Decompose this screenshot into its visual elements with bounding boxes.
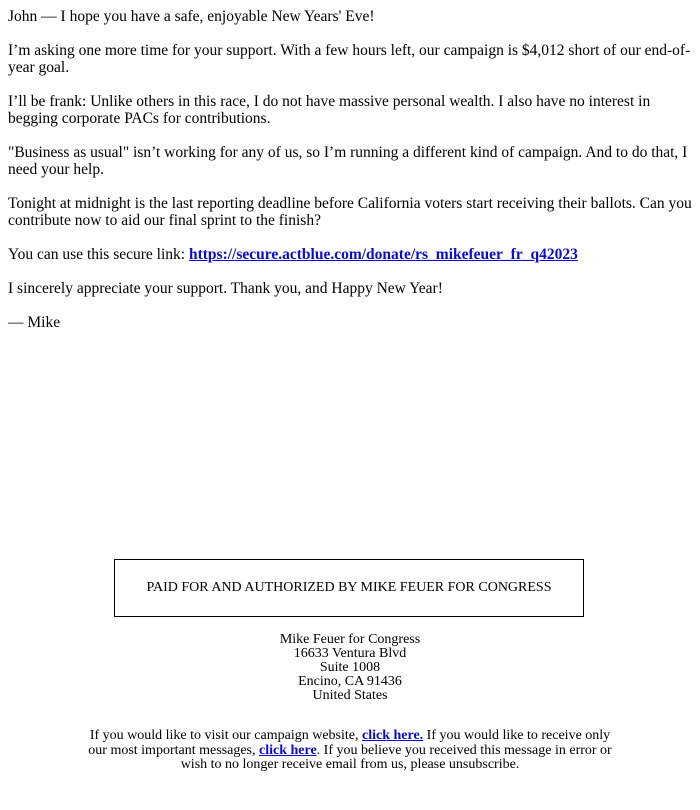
address-name: Mike Feuer for Congress — [279, 632, 421, 647]
greeting: John — I hope you have a safe, enjoyable New Years' Eve! — [8, 8, 375, 25]
address-city: Encino, CA 91436 — [298, 674, 402, 689]
campaign-website-link[interactable]: click here. — [362, 728, 424, 743]
important-messages-link[interactable]: click here — [258, 742, 317, 758]
paragraph-wealth: I’ll be frank: Unlike others in this race, I do not have massive personal wealth. I also have no interest in begging corporate PACs for contributions. — [8, 93, 651, 127]
signature: — Mike — [8, 314, 61, 331]
paragraph-goal: I’m asking one more time for your support. With a few hours left, our campaign is $4,012 short of our end-of-year goal. — [8, 42, 691, 76]
footer-text-messages: If you would like to receive only our most important messages, — [88, 728, 611, 758]
paid-for-disclaimer: PAID FOR AND AUTHORIZED BY MIKE FEUER FOR CONGRESS — [114, 559, 584, 617]
donate-link[interactable]: https://secure.actblue.com/donate/rs_mikefeuer_fr_q42023 — [188, 246, 578, 263]
link-intro: You can use this secure link: — [8, 246, 189, 263]
footer-text-unsubscribe: . If you believe you received this message in error or wish to no longer receive email from us, please unsubscribe. — [180, 742, 612, 772]
closing: I sincerely appreciate your support. Thank you, and Happy New Year! — [8, 280, 443, 297]
address-country: United States — [312, 688, 388, 703]
footer-text-website: If you would like to visit our campaign website, — [89, 728, 362, 743]
mailing-address — [0, 633, 700, 703]
paragraph-business: "Business as usual" isn’t working for any of us, so I’m running a different kind of campaign. And to do that, I need your help. — [8, 144, 688, 178]
footer-notice — [84, 729, 616, 773]
paragraph-deadline: Tonight at midnight is the last reporting deadline before California voters start receiving their ballots. Can you contribute now to aid our final sprint to the finish? — [8, 195, 692, 229]
email-body — [8, 8, 692, 348]
address-suite: Suite 1008 — [319, 660, 381, 675]
address-street: 16633 Ventura Blvd — [293, 646, 407, 661]
link-paragraph — [8, 246, 692, 263]
